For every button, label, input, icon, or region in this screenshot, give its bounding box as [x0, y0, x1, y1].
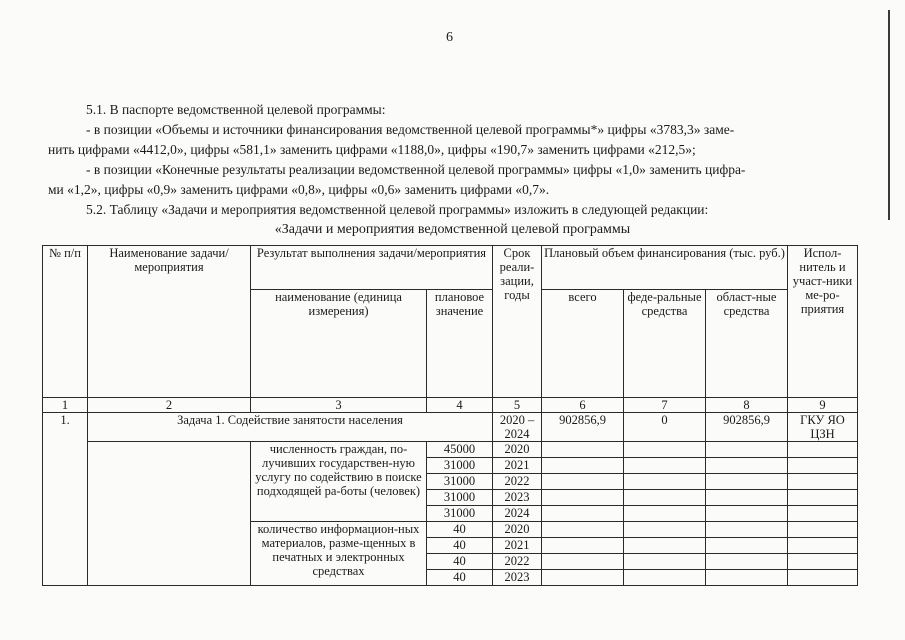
header-result: Результат выполнения задачи/мероприятия — [251, 246, 493, 290]
paragraph-5-2: 5.2. Таблицу «Задачи и мероприятия ведомственной целевой программы» изложить в следующей редакции: — [86, 202, 709, 217]
indicator-year: 2021 — [493, 458, 542, 474]
header-executor: Испол-нитель и участ-ники ме-ро-приятия — [788, 246, 858, 398]
header-task: Наименование задачи/мероприятия — [88, 246, 251, 398]
indicator-value: 31000 — [427, 490, 493, 506]
table-row — [43, 442, 858, 458]
col-number: 4 — [427, 398, 493, 413]
header-fin-federal: феде-ральные средства — [624, 290, 706, 398]
header-term: Срок реали-зации, годы — [493, 246, 542, 398]
task-1-executor: ГКУ ЯО ЦЗН — [788, 413, 858, 442]
indicator-year: 2024 — [493, 506, 542, 522]
indicator-value: 31000 — [427, 506, 493, 522]
indicator-year: 2023 — [493, 490, 542, 506]
paragraph-5-1: 5.1. В паспорте ведомственной целевой программы: — [86, 102, 386, 117]
indicator-value: 45000 — [427, 442, 493, 458]
header-finance: Плановый объем финансирования (тыс. руб.) — [542, 246, 788, 290]
task-1-term: 2020 – 2024 — [493, 413, 542, 442]
task-1-federal: 0 — [624, 413, 706, 442]
col-number: 2 — [88, 398, 251, 413]
indicator-year: 2022 — [493, 474, 542, 490]
indicator-year: 2022 — [493, 554, 542, 570]
indicator-value: 40 — [427, 538, 493, 554]
tasks-table — [42, 245, 858, 586]
indicator-value: 40 — [427, 554, 493, 570]
task-1-regional: 902856,9 — [706, 413, 788, 442]
col-number: 9 — [788, 398, 858, 413]
indicator-1-name: численность граждан, по-лучивших государствен-ную услугу по содействию в поиске подходящей ра-боты (человек) — [251, 442, 427, 522]
indicator-year: 2020 — [493, 442, 542, 458]
col-number: 8 — [706, 398, 788, 413]
col-number: 3 — [251, 398, 427, 413]
col-number: 6 — [542, 398, 624, 413]
indicator-year: 2023 — [493, 570, 542, 586]
header-result-name: наименование (единица измерения) — [251, 290, 427, 398]
indicator-2-name: количество информацион-ных материалов, разме-щенных в печатных и электронных средствах — [251, 522, 427, 586]
task-1-num: 1. — [43, 413, 88, 586]
col-number: 1 — [43, 398, 88, 413]
header-fin-total: всего — [542, 290, 624, 398]
scan-edge-line — [888, 10, 890, 220]
paragraph-item-2-cont: ми «1,2», цифры «0,9» заменить цифрами «0,8», цифры «0,6» заменить цифрами «0,7». — [48, 182, 550, 197]
col-number: 5 — [493, 398, 542, 413]
task-1-total: 902856,9 — [542, 413, 624, 442]
indicator-value: 31000 — [427, 458, 493, 474]
indicator-value: 40 — [427, 570, 493, 586]
table-title: «Задачи и мероприятия ведомственной целевой программы — [274, 222, 631, 237]
table-row-task-1 — [43, 413, 858, 442]
column-numbers-row — [43, 398, 858, 413]
body-text — [48, 100, 834, 220]
page-number: 6 — [446, 30, 453, 45]
indicator-year: 2021 — [493, 538, 542, 554]
indicator-value: 40 — [427, 522, 493, 538]
header-result-value: плановое значение — [427, 290, 493, 398]
activity-cell-empty — [88, 442, 251, 586]
col-number: 7 — [624, 398, 706, 413]
paragraph-item-1: - в позиции «Объемы и источники финансирования ведомственной целевой программы*» цифры «3783,3» заме- — [86, 122, 735, 137]
indicator-value: 31000 — [427, 474, 493, 490]
paragraph-item-1-cont: нить цифрами «4412,0», цифры «581,1» заменить цифрами «1188,0», цифры «190,7» заменить цифрами «212,5»; — [48, 142, 696, 157]
indicator-year: 2020 — [493, 522, 542, 538]
paragraph-item-2: - в позиции «Конечные результаты реализации ведомственной целевой программы» цифры «1,0» заменить цифра- — [86, 162, 746, 177]
header-num: № п/п — [43, 246, 88, 398]
task-1-name: Задача 1. Содействие занятости населения — [88, 413, 493, 442]
header-fin-regional: област-ные средства — [706, 290, 788, 398]
